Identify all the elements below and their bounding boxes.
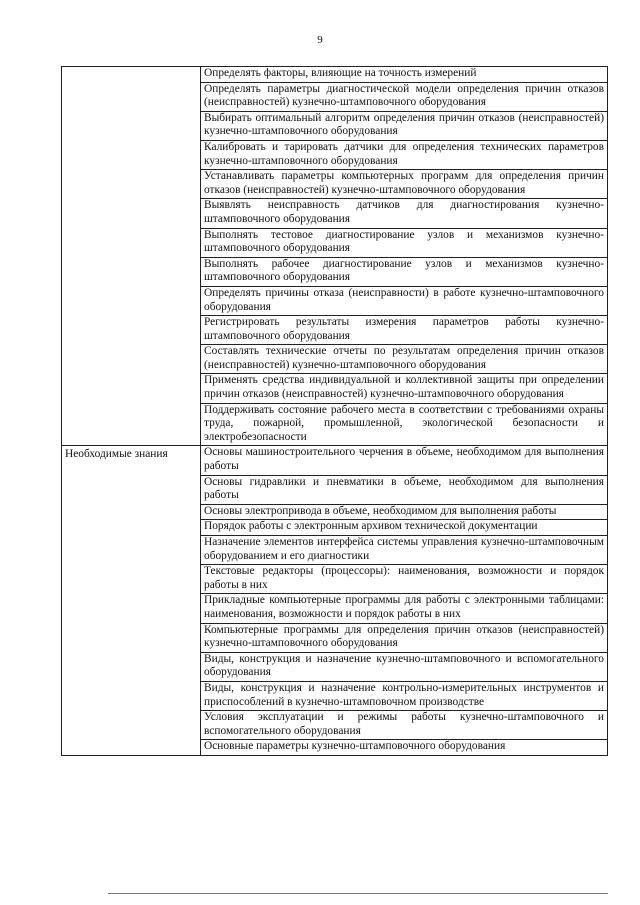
skill-item: Поддерживать состояние рабочего места в соответствии с требованиями охраны труда, пожарной, промышленной, экологической безопасности и электробезопасности [204, 403, 604, 443]
knowledge-item: Основы машиностроительного черчения в объеме, необходимом для выполнения работы [204, 446, 604, 473]
table-cell [201, 711, 608, 740]
knowledge-item: Основные параметры кузнечно-штамповочного оборудования [204, 740, 506, 753]
table-cell [201, 594, 608, 623]
table-cell [201, 170, 608, 199]
knowledge-item: Назначение элементов интерфейса системы управления кузнечно-штамповочным оборудованием и его диагностики [204, 536, 604, 562]
knowledge-item: Основы электропривода в объеме, необходимом для выполнения работы [204, 504, 557, 517]
table-cell [201, 520, 608, 536]
table-cell [201, 316, 608, 345]
table-cell [201, 67, 608, 83]
table-cell [201, 504, 608, 520]
table-row [62, 67, 608, 83]
table-body [62, 67, 608, 756]
skill-item: Выявлять неисправность датчиков для диагностирования кузнечно-штамповочного оборудования [204, 199, 604, 225]
table-cell [201, 623, 608, 652]
bottom-rule [108, 893, 608, 894]
knowledge-item: Текстовые редакторы (процессоры): наименования, возможности и порядок работы в них [204, 565, 604, 591]
skill-item: Определять параметры диагностической модели определения причин отказов (неисправностей) кузнечно-штамповочного оборудования [204, 82, 604, 109]
table-cell [201, 228, 608, 257]
knowledge-item: Условия эксплуатации и режимы работы кузнечно-штамповочного и вспомогательного оборудования [204, 711, 604, 737]
knowledge-item: Порядок работы с электронным архивом технической документации [204, 520, 538, 533]
table-cell [201, 536, 608, 565]
table-cell [201, 403, 608, 446]
skills-knowledge-table [61, 66, 608, 756]
table-cell [201, 565, 608, 594]
skill-item: Выполнять рабочее диагностирование узлов и механизмов кузнечно-штамповочного оборудования [204, 257, 604, 284]
skill-item: Регистрировать результаты измерения параметров работы кузнечно-штамповочного оборудования [204, 316, 604, 342]
table-cell [201, 286, 608, 315]
table-cell [201, 345, 608, 374]
table-cell [201, 475, 608, 504]
table-cell [201, 199, 608, 228]
section-label-skills [62, 67, 201, 446]
table-row [62, 446, 608, 475]
skill-item: Выбирать оптимальный алгоритм определения причин отказов (неисправностей) кузнечно-штамповочного оборудования [204, 111, 604, 138]
section-label-knowledge: Необходимые знания [62, 446, 201, 755]
skill-item: Калибровать и тарировать датчики для определения технических параметров кузнечно-штамповочного оборудования [204, 140, 604, 167]
table-cell [201, 257, 608, 286]
skill-item: Устанавливать параметры компьютерных программ для определения причин отказов (неисправностей) кузнечно-штамповочного оборудования [204, 170, 604, 196]
skill-item: Определять факторы, влияющие на точность измерений [204, 67, 477, 79]
skill-item: Составлять технические отчеты по результатам определения причин отказов (неисправностей) кузнечно-штамповочного оборудования [204, 345, 604, 371]
knowledge-item: Виды, конструкция и назначение кузнечно-штамповочного и вспомогательного оборудования [204, 652, 604, 679]
knowledge-item: Основы гидравлики и пневматики в объеме, необходимом для выполнения работы [204, 475, 604, 502]
table-cell [201, 681, 608, 710]
table-cell [201, 446, 608, 475]
table-cell [201, 374, 608, 403]
table-cell [201, 111, 608, 140]
page-number: 9 [317, 34, 323, 46]
table-cell [201, 140, 608, 169]
skill-item: Выполнять тестовое диагностирование узлов и механизмов кузнечно-штамповочного оборудования [204, 228, 604, 255]
skill-item: Применять средства индивидуальной и коллективной защиты при определении причин отказов (неисправностей) кузнечно-штамповочного оборудования [204, 374, 604, 401]
table-cell [201, 740, 608, 756]
knowledge-item: Компьютерные программы для определения причин отказов (неисправностей) кузнечно-штамповочного оборудования [204, 623, 604, 650]
skill-item: Определять причины отказа (неисправности) в работе кузнечно-штамповочного оборудования [204, 286, 604, 313]
knowledge-item: Виды, конструкция и назначение контрольно-измерительных инструментов и приспособлений в кузнечно-штамповочном производстве [204, 681, 604, 708]
table-cell [201, 82, 608, 111]
knowledge-item: Прикладные компьютерные программы для работы с электронными таблицами: наименования, возможности и порядок работы в них [204, 594, 604, 620]
table-cell [201, 652, 608, 681]
